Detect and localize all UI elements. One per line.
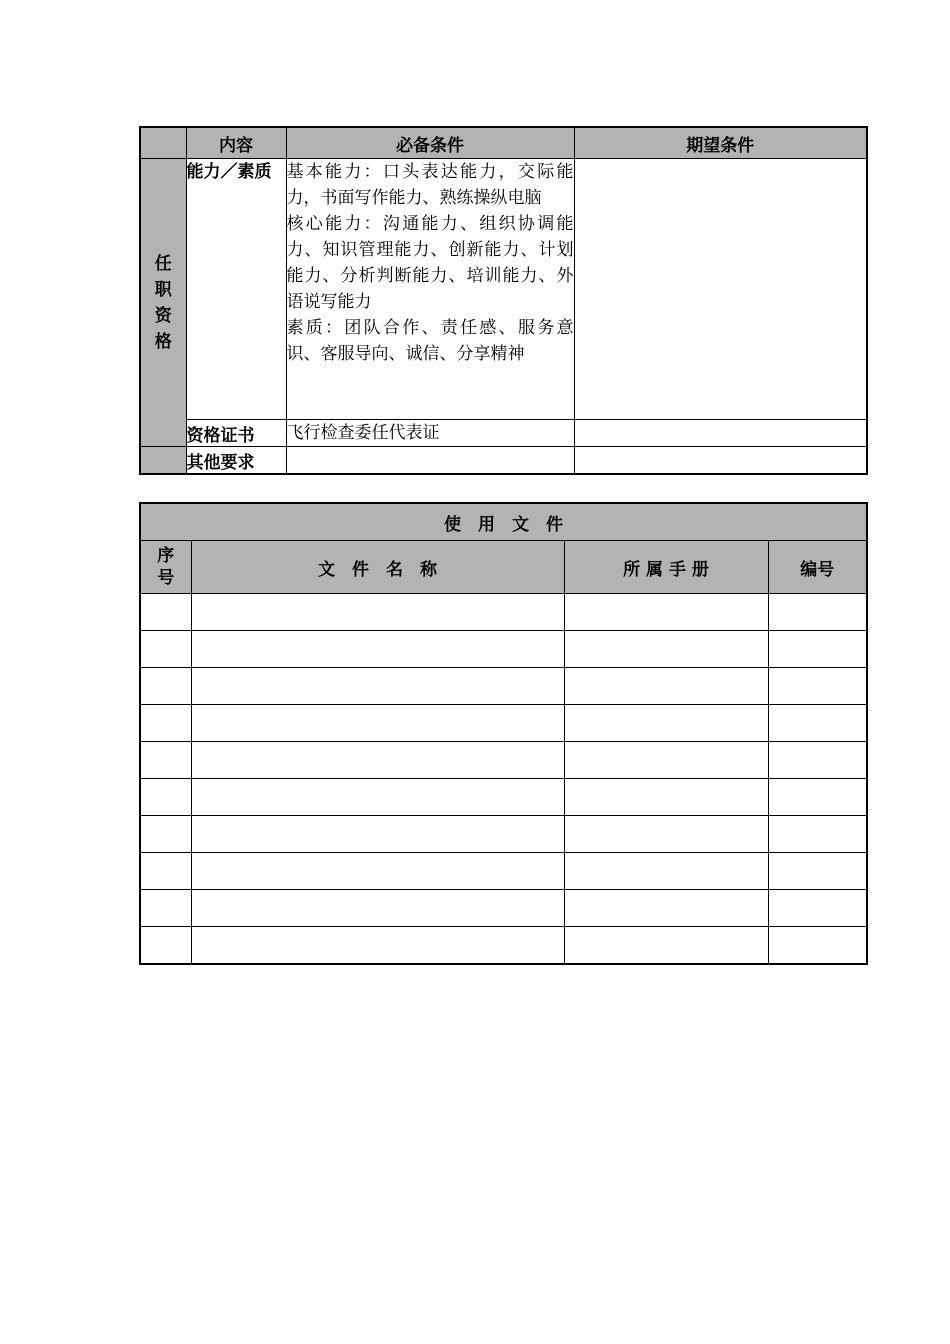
document-cell-name <box>191 927 564 965</box>
quality-text: 素质：团队合作、责任感、服务意识、客服导向、诚信、分享精神 <box>286 318 574 364</box>
other-required <box>286 447 574 475</box>
document-cell-manual <box>564 816 768 853</box>
table-row <box>140 705 867 742</box>
other-expected <box>574 447 867 475</box>
document-cell-name <box>191 816 564 853</box>
documents-table <box>139 502 868 965</box>
document-cell-code <box>768 890 867 927</box>
document-cell-manual <box>564 779 768 816</box>
table-row <box>140 890 867 927</box>
certificate-required: 飞行检查委任代表证 <box>286 420 574 447</box>
table-row <box>140 927 867 965</box>
header-content: 内容 <box>186 127 286 159</box>
documents-header-row <box>140 541 867 594</box>
core-ability-text: 核心能力：沟通能力、组织协调能力、知识管理能力、创新能力、计划能力、分析判断能力、培训能力、外语说写能力 <box>286 214 574 312</box>
document-cell-seq <box>140 705 191 742</box>
document-cell-seq <box>140 816 191 853</box>
document-cell-seq <box>140 853 191 890</box>
document-cell-name <box>191 853 564 890</box>
document-cell-manual <box>564 668 768 705</box>
qualification-table <box>139 126 868 475</box>
document-cell-name <box>191 890 564 927</box>
header-seq-char: 号 <box>157 568 175 588</box>
qualification-header-row <box>140 127 867 159</box>
ability-required <box>286 159 574 420</box>
certificate-label: 资格证书 <box>186 420 286 447</box>
ability-expected <box>574 159 867 420</box>
side-label-char: 资 <box>154 305 172 326</box>
document-cell-code <box>768 705 867 742</box>
header-file-name: 文 件 名 称 <box>191 541 564 594</box>
side-label-char: 任 <box>154 253 172 274</box>
table-row <box>140 594 867 631</box>
document-cell-name <box>191 742 564 779</box>
ability-row <box>140 159 867 420</box>
documents-rows <box>140 594 867 965</box>
header-manual: 所 属 手 册 <box>564 541 768 594</box>
certificate-row <box>140 420 867 447</box>
other-row <box>140 447 867 475</box>
document-cell-manual <box>564 594 768 631</box>
corner-cell <box>140 127 186 159</box>
document-cell-seq <box>140 779 191 816</box>
document-cell-code <box>768 631 867 668</box>
ability-label: 能力／素质 <box>186 159 286 420</box>
table-row <box>140 668 867 705</box>
document-cell-manual <box>564 742 768 779</box>
document-cell-manual <box>564 853 768 890</box>
document-cell-manual <box>564 705 768 742</box>
document-cell-name <box>191 705 564 742</box>
side-blank-cell <box>140 447 186 475</box>
document-cell-manual <box>564 631 768 668</box>
document-cell-code <box>768 779 867 816</box>
header-seq <box>140 541 191 594</box>
side-label-qualification <box>140 159 186 447</box>
document-cell-manual <box>564 890 768 927</box>
document-cell-name <box>191 779 564 816</box>
table-row <box>140 631 867 668</box>
document-cell-code <box>768 742 867 779</box>
document-cell-seq <box>140 742 191 779</box>
certificate-expected <box>574 420 867 447</box>
document-cell-seq <box>140 631 191 668</box>
document-cell-seq <box>140 927 191 965</box>
header-seq-char: 序 <box>157 546 175 566</box>
document-cell-code <box>768 668 867 705</box>
header-required: 必备条件 <box>286 127 574 159</box>
document-cell-seq <box>140 890 191 927</box>
header-expected: 期望条件 <box>574 127 867 159</box>
document-cell-seq <box>140 594 191 631</box>
document-cell-name <box>191 594 564 631</box>
document-cell-code <box>768 853 867 890</box>
document-cell-name <box>191 631 564 668</box>
documents-title-row <box>140 503 867 541</box>
side-label-char: 职 <box>154 279 172 300</box>
document-cell-manual <box>564 927 768 965</box>
document-cell-code <box>768 816 867 853</box>
document-cell-code <box>768 927 867 965</box>
documents-title: 使 用 文 件 <box>140 503 867 541</box>
document-cell-seq <box>140 668 191 705</box>
side-label-char: 格 <box>154 331 172 352</box>
table-row <box>140 816 867 853</box>
table-row <box>140 779 867 816</box>
document-cell-name <box>191 668 564 705</box>
basic-ability-text: 基本能力：口头表达能力，交际能力，书面写作能力、熟练操纵电脑 <box>286 162 574 208</box>
header-code: 编号 <box>768 541 867 594</box>
other-label: 其他要求 <box>186 447 286 475</box>
table-row <box>140 853 867 890</box>
document-cell-code <box>768 594 867 631</box>
table-row <box>140 742 867 779</box>
